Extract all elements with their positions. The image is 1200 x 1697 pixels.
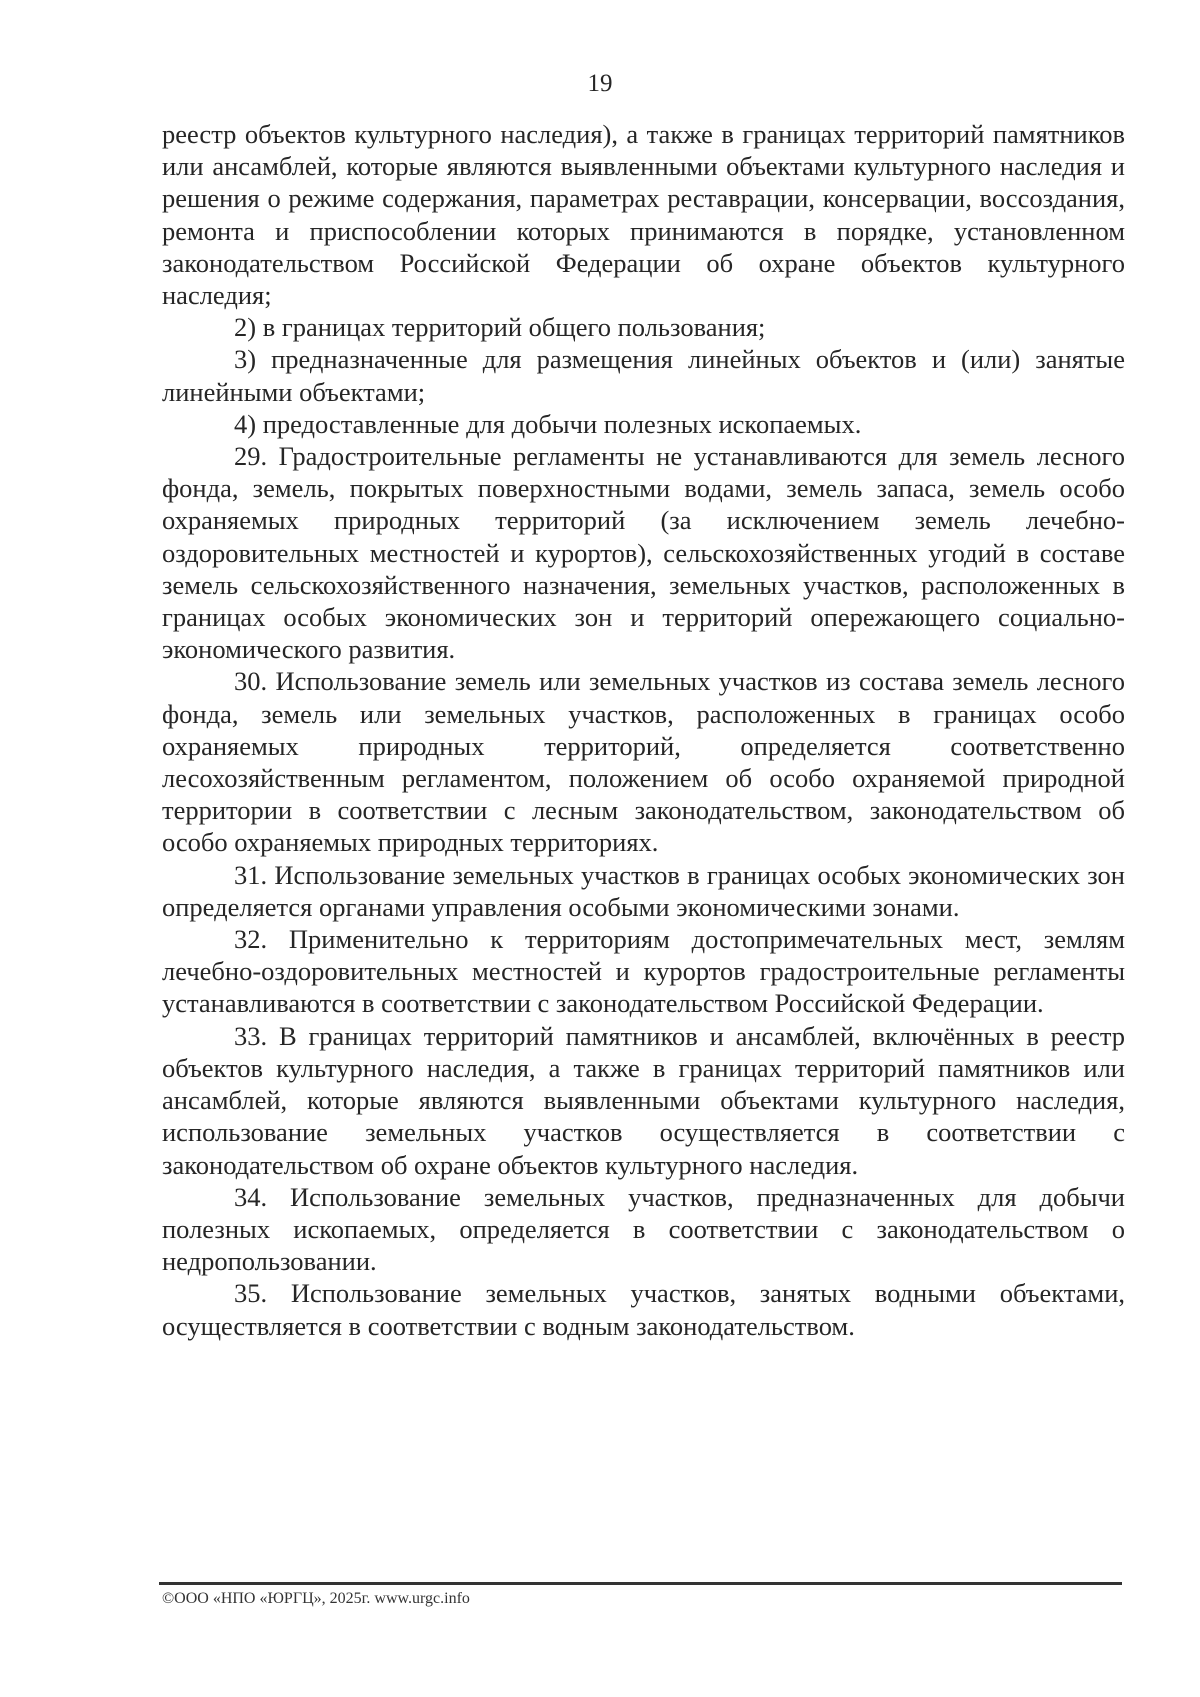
clause-35: 35. Использование земельных участков, занятых водными объектами, осуществляется в соответствии с водным законодательством. — [162, 1278, 1125, 1341]
document-body — [162, 118, 1125, 1342]
list-item-3: 3) предназначенные для размещения линейных объектов и (или) занятые линейными объектами; — [162, 344, 1125, 407]
paragraph-continuation: реестр объектов культурного наследия), а также в границах территорий памятников или ансамблей, которые являются выявленными объектами культурного наследия и решения о режиме содержания, параметрах реставрации, консервации, воссоздания, ремонта и приспособлении которых принимаются в порядке, установленном законодательством Российской Федерации об охране объектов культурного наследия; — [162, 119, 1125, 311]
clause-29: 29. Градостроительные регламенты не устанавливаются для земель лесного фонда, земель, покрытых поверхностными водами, земель запаса, земель особо охраняемых природных территорий (за исключением земель лечебно-оздоровительных местностей и курортов), сельскохозяйственных угодий в составе земель сельскохозяйственного назначения, земельных участков, расположенных в границах особых экономических зон и территорий опережающего социально-экономического развития. — [162, 441, 1125, 665]
clause-32: 32. Применительно к территориям достопримечательных мест, землям лечебно-оздоровительных местностей и курортов градостроительные регламенты устанавливаются в соответствии с законодательством Российской Федерации. — [162, 924, 1125, 1019]
clause-33: 33. В границах территорий памятников и ансамблей, включённых в реестр объектов культурного наследия, а также в границах территорий памятников или ансамблей, которые являются выявленными объектами культурного наследия, использование земельных участков осуществляется в соответствии с законодательством об охране объектов культурного наследия. — [162, 1020, 1125, 1180]
clause-31: 31. Использование земельных участков в границах особых экономических зон определяется органами управления особыми экономическими зонами. — [162, 859, 1125, 922]
clause-34: 34. Использование земельных участков, предназначенных для добычи полезных ископаемых, определяется в соответствии с законодательством о недропользовании. — [162, 1181, 1125, 1277]
footer-divider — [159, 1582, 1122, 1585]
list-item-4: 4) предоставленные для добычи полезных ископаемых. — [234, 408, 862, 439]
footer-copyright: ©ООО «НПО «ЮРГЦ», 2025г. www.urgc.info — [162, 1590, 470, 1607]
clause-30: 30. Использование земель или земельных участков из состава земель лесного фонда, земель или земельных участков, расположенных в границах особо охраняемых природных территорий, определяется соответственно лесохозяйственным регламентом, положением об особо охраняемой природной территории в соответствии с лесным законодательством, законодательством об особо охраняемых природных территориях. — [162, 666, 1125, 858]
list-item-2: 2) в границах территорий общего пользования; — [234, 312, 766, 343]
page-number: 19 — [587, 70, 613, 97]
